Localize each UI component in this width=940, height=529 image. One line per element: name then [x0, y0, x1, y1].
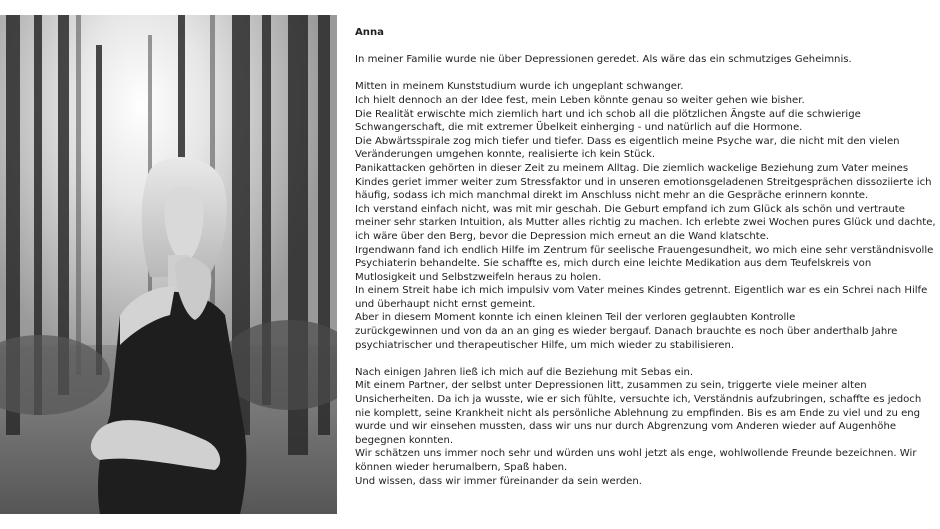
text-line: und überhaupt nicht ernst gemeint.	[355, 298, 536, 310]
text-line: nie komplett, seine Krankheit nicht als persönliche Ablehnung zu empfinden. Bis es am Ende zu viel und zu eng	[355, 407, 921, 419]
text-line: Nach einigen Jahren ließ ich mich auf die Beziehung mit Sebas ein.	[355, 366, 694, 378]
text-line: Wir schätzen uns immer noch sehr und würden uns wohl jetzt als enge, wohlwollende Freunde bezeichnen. Wir	[355, 448, 917, 460]
text-line: Mutlosigkeit und Selbstzweifeln heraus zu holen.	[355, 271, 602, 283]
text-line: In meiner Familie wurde nie über Depressionen geredet. Als wäre das ein schmutziges Geheimnis.	[355, 54, 852, 66]
paragraph-3	[355, 366, 925, 488]
text-line: psychiatrischer und therapeutischer Hilfe, um mich wieder zu stabilisieren.	[355, 339, 735, 351]
text-line: Schwangerschaft, die mit extremer Übelkeit einherging - und natürlich auf die Hormone.	[355, 122, 803, 134]
text-line: zurückgewinnen und von da an an ging es wieder bergauf. Danach brauchte es noch über anderthalb Jahre	[355, 326, 898, 338]
text-line: In einem Streit habe ich mich impulsiv vom Vater meines Kindes getrennt. Eigentlich war es ein Schrei nach Hilfe	[355, 285, 928, 297]
text-line: Die Realität erwischte mich ziemlich hart und ich schob all die plötzlichen Ängste auf die schwierige	[355, 108, 861, 120]
portrait-photo	[0, 15, 337, 514]
text-line: Ich hielt dennoch an der Idee fest, mein Leben könnte genau so weiter gehen wie bisher.	[355, 94, 805, 106]
text-line: Mit einem Partner, der selbst unter Depressionen litt, zusammen zu sein, triggerte viele meiner alten	[355, 380, 867, 392]
text-line: Aber in diesem Moment konnte ich einen kleinen Teil der verloren geglaubten Kontrolle	[355, 312, 796, 324]
text-line: ich wäre über den Berg, bevor die Depression mich erneut an die Wand klatschte.	[355, 230, 770, 242]
text-line: Ich verstand einfach nicht, was mit mir geschah. Die Geburt empfand ich zum Glück als schön und vertraute	[355, 203, 905, 215]
text-line: Die Abwärtsspirale zog mich tiefer und tiefer. Dass es eigentlich meine Psyche war, die nicht mit den vielen	[355, 135, 900, 147]
text-line: Irgendwann fand ich endlich Hilfe im Zentrum für seelische Frauengesundheit, wo mich eine sehr verständnisvolle	[355, 244, 934, 256]
text-line: begegnen konnten.	[355, 434, 454, 446]
text-line: Kindes geriet immer weiter zum Stressfaktor und in unseren emotionsgeladenen Streitgesprächen dissoziierte ich	[355, 176, 932, 188]
paragraph-1	[355, 53, 925, 67]
text-line: Unsicherheiten. Da ich ja wusste, wie er sich fühlte, versuchte ich, Verständnis aufzubringen, schaffte es jedoch	[355, 394, 922, 406]
text-line: können wieder herumalbern, Spaß haben.	[355, 462, 568, 473]
story-title: Anna	[355, 27, 384, 38]
paragraph-2	[355, 80, 936, 352]
story-text	[355, 26, 936, 502]
text-line: Mitten in meinem Kunststudium wurde ich ungeplant schwanger.	[355, 81, 684, 93]
text-line: meiner sehr starken Intuition, als Mutter alles richtig zu machen. Ich erlebte zwei Wochen pures Glück und dachte,	[355, 217, 936, 229]
text-line: Veränderungen umgehen konnte, realisierte ich kein Stück.	[355, 149, 656, 161]
text-line: wurde und wir einsehen mussten, dass wir uns nur durch Abgrenzung vom Anderen wieder auf Augenhöhe	[355, 421, 897, 433]
text-line: Panikattacken gehörten in dieser Zeit zu meinem Alltag. Die ziemlich wackelige Beziehung zum Vater meines	[355, 162, 909, 174]
text-line: Psychiaterin behandelte. Sie schaffte es, mich durch eine leichte Medikation aus dem Teufelskreis von	[355, 258, 872, 270]
text-line: häufig, sodass ich mich manchmal direkt im Anschluss nicht mehr an die Gespräche erinnern konnte.	[355, 190, 869, 202]
text-line: Und wissen, dass wir immer füreinander da sein werden.	[355, 475, 642, 487]
